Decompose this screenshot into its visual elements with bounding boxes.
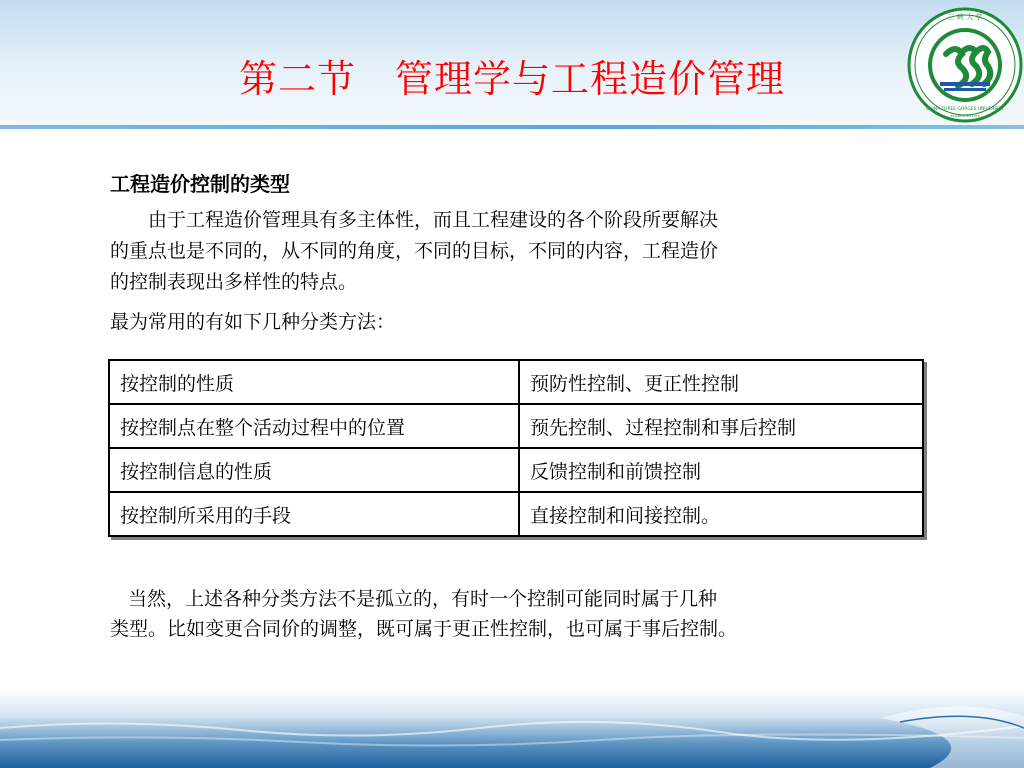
table-cell-types: 预防性控制、更正性控制 [519,360,923,404]
table-cell-basis: 按控制信息的性质 [109,448,519,492]
section-heading: 工程造价控制的类型 [110,172,290,196]
page-title: 第二节 管理学与工程造价管理 [238,57,785,101]
methods-lead: 最为常用的有如下几种分类方法： [110,311,396,333]
intro-line: 的重点也是不同的，从不同的角度，不同的目标，不同的内容，工程造价 [110,240,719,262]
table-cell-basis: 按控制的性质 [109,360,519,404]
table-cell-types: 反馈控制和前馈控制 [519,448,923,492]
intro-line: 的控制表现出多样性的特点。 [110,271,358,293]
note-line: 类型。比如变更合同价的调整，既可属于更正性控制，也可属于事后控制。 [110,618,738,640]
table-row [109,492,923,536]
table-cell-types: 预先控制、过程控制和事后控制 [519,404,923,448]
logo-chinese-name: 三 峡 大 学 [947,13,983,21]
logo-established: ESTABLISHED 1978 [950,114,980,118]
table-row [109,404,923,448]
closing-note [110,584,960,644]
header-divider [0,125,1024,129]
table-row [109,448,923,492]
table-cell-basis: 按控制点在整个活动过程中的位置 [109,404,519,448]
note-line: 当然，上述各种分类方法不是孤立的，有时一个控制可能同时属于几种 [128,588,718,610]
intro-line: 由于工程造价管理具有多主体性，而且工程建设的各个阶段所要解决 [148,209,719,231]
intro-paragraph [110,205,940,298]
table-cell-basis: 按控制所采用的手段 [109,492,519,536]
table-cell-types: 直接控制和间接控制。 [519,492,923,536]
control-types-table [108,359,924,537]
university-logo [906,6,1024,124]
logo-english-ring: CHINA THREE GORGES UNIVERSITY [926,107,1004,112]
table-row [109,360,923,404]
footer-water-decoration [0,688,1024,768]
